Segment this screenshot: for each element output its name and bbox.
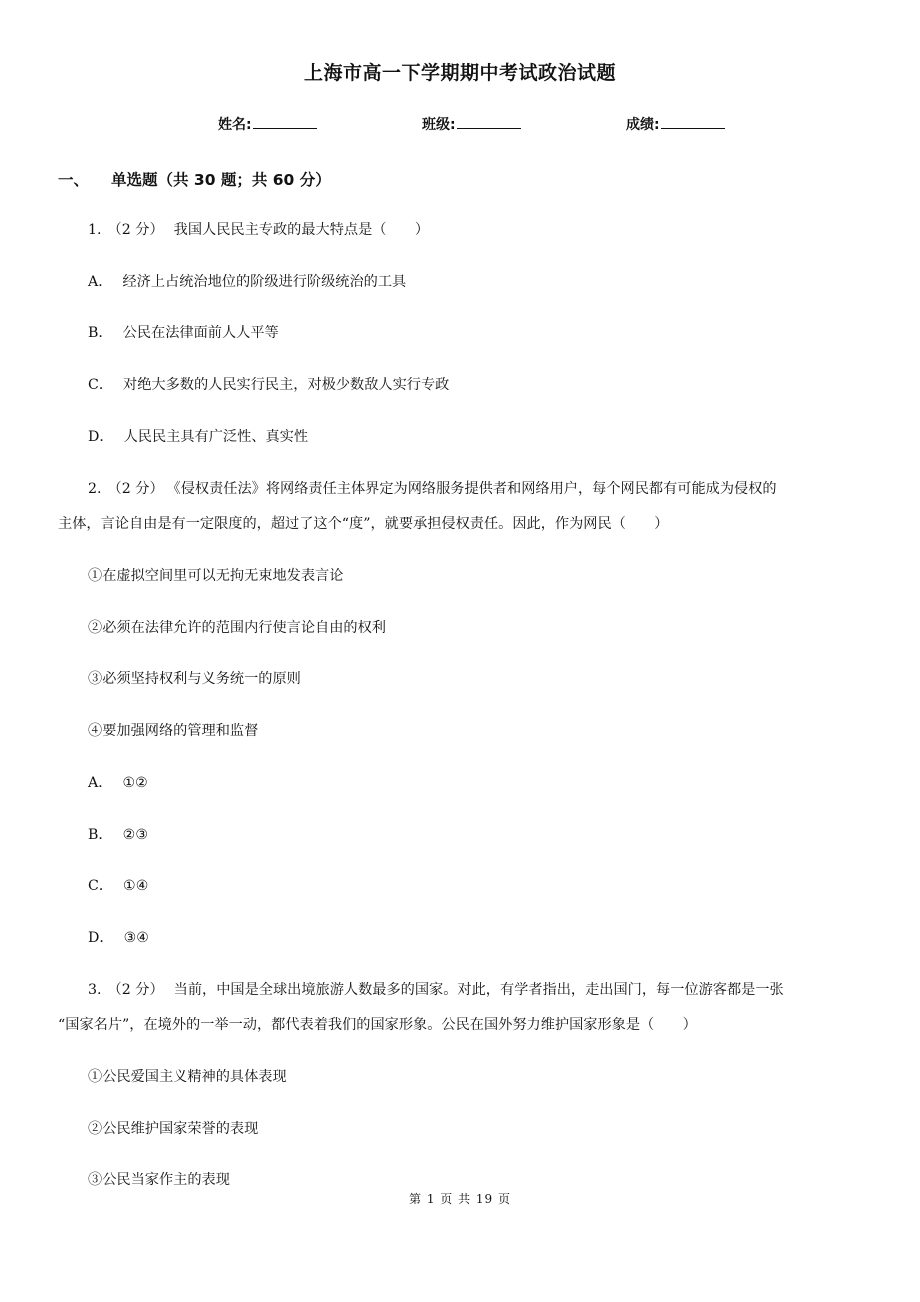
question-3-statement-3: ③公民当家作主的表现 [88, 1172, 230, 1188]
option-text: 公民在法律面前人人平等 [122, 325, 279, 341]
question-points: （2 分） [107, 481, 164, 497]
option-letter: D． [88, 930, 114, 946]
question-2-statement-1: ①在虚拟空间里可以无拘无束地发表言论 [88, 568, 344, 584]
question-1-option-d [88, 427, 308, 447]
option-text: ③④ [123, 930, 150, 946]
class-field [422, 114, 521, 134]
option-text: ②③ [122, 827, 149, 843]
question-text: 当前，中国是全球出境旅游人数最多的国家。对此，有学者指出，走出国门，每一位游客都是一张 [173, 982, 784, 998]
section-number: 一、 [58, 171, 90, 189]
name-blank [253, 114, 317, 129]
option-text: 人民民主具有广泛性、真实性 [123, 429, 309, 445]
option-letter: D． [88, 429, 114, 445]
option-letter: C． [88, 377, 114, 393]
student-info-row [0, 114, 920, 138]
question-1-option-c [88, 375, 449, 395]
class-label: 班级: [422, 117, 456, 133]
score-label: 成绩: [626, 117, 660, 133]
section-heading [58, 168, 331, 190]
option-letter: B． [88, 325, 113, 341]
option-text: 经济上占统治地位的阶级进行阶级统治的工具 [122, 274, 407, 290]
name-field [218, 114, 317, 134]
question-3-statement-1: ①公民爱国主义精神的具体表现 [88, 1069, 287, 1085]
question-text: 我国人民民主专政的最大特点是（ ） [173, 222, 430, 238]
question-3-statement-2: ②公民维护国家荣誉的表现 [88, 1121, 259, 1137]
question-2-option-c [88, 876, 149, 896]
class-blank [457, 114, 521, 129]
option-letter: A． [88, 775, 113, 791]
question-3-stem-line-1 [88, 980, 784, 1000]
question-1-option-a [88, 272, 406, 292]
option-letter: B． [88, 827, 113, 843]
score-field [626, 114, 725, 134]
page-footer: 第 1 页 共 19 页 [409, 1192, 511, 1206]
question-1-stem [88, 220, 429, 240]
option-text: 对绝大多数的人民实行民主，对极少数敌人实行专政 [123, 377, 450, 393]
question-2-stem-line-2: 主体，言论自由是有一定限度的，超过了这个“度”，就要承担侵权责任。因此，作为网民（ ） [58, 516, 669, 532]
question-points: （2 分） [107, 982, 164, 998]
document-title: 上海市高一下学期期中考试政治试题 [303, 62, 616, 84]
option-text: ①② [122, 775, 148, 791]
option-letter: A． [88, 274, 113, 290]
question-2-statement-3: ③必须坚持权利与义务统一的原则 [88, 671, 301, 687]
question-2-statement-4: ④要加强网络的管理和监督 [88, 723, 259, 739]
question-2-option-b [88, 825, 148, 845]
option-letter: C． [88, 878, 114, 894]
question-2-statement-2: ②必须在法律允许的范围内行使言论自由的权利 [88, 620, 386, 636]
option-text: ①④ [123, 878, 149, 894]
question-number: 1. [88, 222, 102, 238]
question-2-option-a [88, 773, 148, 793]
question-1-option-b [88, 323, 279, 343]
name-label: 姓名: [218, 117, 252, 133]
question-number: 2. [88, 481, 102, 497]
question-2-stem-line-1 [88, 479, 777, 499]
score-blank [661, 114, 725, 129]
question-text: 《侵权责任法》将网络责任主体界定为网络服务提供者和网络用户，每个网民都有可能成为侵权的 [173, 481, 777, 497]
question-3-stem-line-2: “国家名片”，在境外的一举一动，都代表着我们的国家形象。公民在国外努力维护国家形象是（ ） [58, 1017, 697, 1033]
question-2-option-d [88, 928, 149, 948]
question-number: 3. [88, 982, 102, 998]
question-points: （2 分） [107, 222, 164, 238]
section-title: 单选题（共 30 题；共 60 分） [111, 171, 331, 189]
